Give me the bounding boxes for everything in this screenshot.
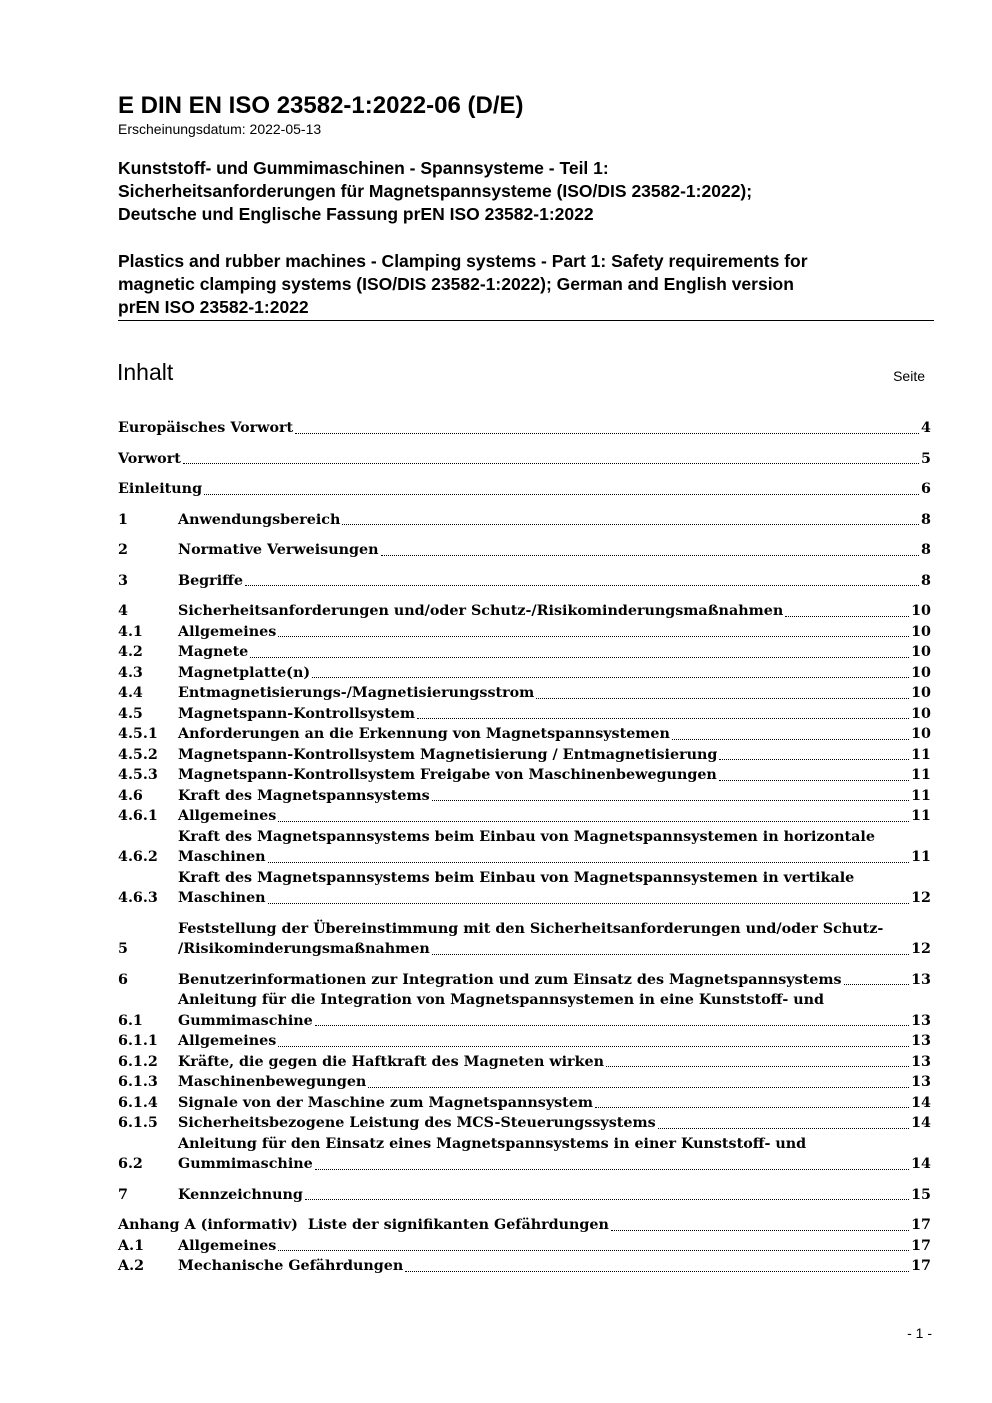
toc-entry-title[interactable]: Allgemeines	[178, 1237, 277, 1254]
toc-entry-page[interactable]: 11	[911, 767, 931, 783]
toc-entry-page[interactable]: 17	[911, 1258, 931, 1274]
toc-entry-page[interactable]: 17	[911, 1217, 931, 1233]
toc-leader-dots	[611, 1230, 909, 1231]
toc-entry-number: 5	[118, 941, 128, 957]
toc-entry[interactable]	[118, 745, 931, 766]
toc-leader-dots	[312, 677, 909, 678]
toc-entry-title[interactable]: Sicherheitsbezogene Leistung des MCS-Steuerungssystems	[178, 1115, 656, 1131]
title-english-line: Plastics and rubber machines - Clamping systems - Part 1: Safety requirements for	[118, 251, 808, 271]
toc-leader-dots	[250, 657, 909, 658]
toc-entry-number: 4.6	[118, 787, 143, 804]
toc-entry[interactable]	[118, 827, 931, 868]
toc-leader-dots	[785, 616, 909, 617]
toc-entry[interactable]	[118, 1093, 931, 1114]
toc-entry-page[interactable]: 14	[911, 1156, 931, 1172]
toc-leader-dots	[278, 821, 909, 822]
toc-entry-page[interactable]: 13	[911, 1033, 931, 1049]
toc-entry-number: 4.1	[118, 623, 143, 640]
toc-entry-page[interactable]: 15	[911, 1186, 931, 1203]
toc-entry-number: 1	[118, 511, 128, 528]
toc-entry-page[interactable]: 8	[921, 572, 931, 589]
toc-entry-title[interactable]: Anforderungen an die Erkennung von Magnetspannsystemen	[178, 726, 670, 742]
toc-entry-title[interactable]: Normative Verweisungen	[178, 542, 379, 558]
toc-entry[interactable]	[118, 765, 931, 786]
toc-entry-page[interactable]: 13	[911, 1053, 931, 1070]
toc-leader-dots	[381, 555, 920, 556]
toc-entry-number: A.2	[118, 1258, 145, 1274]
toc-entry[interactable]	[118, 1185, 931, 1206]
toc-entry-number: 6.1.2	[118, 1053, 158, 1070]
toc-entry-title[interactable]: Feststellung der Übereinstimmung mit den Sicherheitsanforderungen und/oder Schutz-	[178, 920, 884, 937]
toc-entry-title-continued[interactable]: Maschinen	[178, 849, 266, 865]
toc-entry-page[interactable]: 10	[911, 685, 931, 701]
toc-leader-dots	[278, 1046, 909, 1047]
page-number: - 1 -	[907, 1325, 932, 1341]
toc-heading: Inhalt	[117, 359, 174, 385]
title-german-line: Deutsche und Englische Fassung prEN ISO 23582-1:2022	[118, 204, 594, 224]
toc-leader-dots	[719, 780, 909, 781]
toc-entry-title[interactable]: Kraft des Magnetspannsystems beim Einbau von Magnetspannsystemen in horizontale	[178, 828, 875, 845]
toc-entry[interactable]	[118, 919, 931, 960]
publication-date	[118, 121, 321, 137]
toc-entry[interactable]	[118, 868, 931, 909]
toc-entry[interactable]	[118, 449, 931, 470]
toc-leader-dots	[268, 862, 910, 863]
document-id: E DIN EN ISO 23582-1:2022-06 (D/E)	[118, 92, 524, 119]
toc-entry-title-continued[interactable]: Gummimaschine	[178, 1012, 313, 1029]
toc-entry-title[interactable]: Kennzeichnung	[178, 1186, 303, 1203]
toc-entry[interactable]	[118, 970, 931, 991]
toc-entry-page[interactable]: 8	[921, 511, 931, 528]
title-english	[118, 250, 918, 319]
toc-entry-title[interactable]: Europäisches Vorwort	[118, 420, 294, 436]
toc-entry-page[interactable]: 13	[911, 1012, 931, 1029]
toc-entry-number: 6.1.1	[118, 1033, 158, 1049]
toc-leader-dots	[183, 463, 919, 464]
toc-entry-title[interactable]: Magnetplatte(n)	[178, 664, 311, 681]
toc-entry[interactable]	[118, 1113, 931, 1134]
toc-leader-dots	[844, 984, 910, 985]
toc-entry[interactable]	[118, 601, 931, 622]
toc-entry-number: 4.5.1	[118, 726, 158, 742]
toc-leader-dots	[595, 1107, 909, 1108]
toc-entry-number: 4.3	[118, 664, 143, 681]
toc-entry[interactable]	[118, 642, 931, 663]
toc-entry-number: 2	[118, 542, 128, 558]
toc-entry-page[interactable]: 14	[911, 1094, 931, 1111]
publication-date-label: Erscheinungsdatum:	[118, 121, 246, 137]
toc-entry[interactable]	[118, 704, 931, 725]
toc-entry-title[interactable]: Allgemeines	[178, 623, 277, 640]
toc-entry-number: 4.5	[118, 705, 143, 722]
toc-entry-title-continued[interactable]: Gummimaschine	[178, 1156, 313, 1172]
table-of-contents	[118, 418, 931, 1277]
toc-leader-dots	[315, 1025, 909, 1026]
toc-leader-dots	[368, 1087, 909, 1088]
toc-entry-number: 6.1	[118, 1012, 143, 1029]
toc-entry-title[interactable]: Magnetspann-Kontrollsystem Magnetisierung / Entmagnetisierung	[178, 746, 718, 763]
toc-entry-title[interactable]: Mechanische Gefährdungen	[178, 1258, 404, 1274]
toc-leader-dots	[342, 524, 919, 525]
toc-entry-number: 4	[118, 603, 128, 619]
toc-leader-dots	[719, 759, 909, 760]
toc-entry-page[interactable]: 11	[911, 808, 931, 824]
toc-entry-page[interactable]: 10	[911, 705, 931, 722]
toc-entry-number: 6.1.4	[118, 1094, 158, 1111]
toc-entry[interactable]	[118, 786, 931, 807]
toc-leader-dots	[278, 636, 909, 637]
toc-entry-page[interactable]: 12	[911, 941, 931, 957]
toc-entry[interactable]	[118, 1236, 931, 1257]
toc-entry[interactable]	[118, 540, 931, 561]
toc-entry-number: 7	[118, 1186, 128, 1203]
toc-entry-number: 6.2	[118, 1156, 143, 1172]
toc-entry-title[interactable]: Allgemeines	[178, 808, 277, 824]
toc-entry-number: 6.1.5	[118, 1115, 158, 1131]
toc-entry-number: 4.2	[118, 644, 143, 660]
toc-entry-page[interactable]: 13	[911, 1074, 931, 1090]
toc-entry[interactable]	[118, 1031, 931, 1052]
toc-entry-page[interactable]: 11	[911, 787, 931, 804]
toc-entry-page[interactable]: 8	[921, 542, 931, 558]
toc-leader-dots	[305, 1199, 909, 1200]
toc-entry[interactable]	[118, 622, 931, 643]
toc-entry-title[interactable]: Begriffe	[178, 572, 243, 589]
toc-entry[interactable]	[118, 571, 931, 592]
toc-entry[interactable]	[118, 479, 931, 500]
title-german-line: Kunststoff- und Gummimaschinen - Spannsysteme - Teil 1:	[118, 158, 609, 178]
toc-leader-dots	[606, 1066, 909, 1067]
toc-entry-title[interactable]: Einleitung	[118, 481, 203, 497]
toc-leader-dots	[658, 1128, 909, 1129]
toc-entry-title[interactable]: Anwendungsbereich	[178, 511, 341, 528]
toc-entry[interactable]	[118, 724, 931, 745]
title-english-line: prEN ISO 23582-1:2022	[118, 297, 309, 317]
toc-entry-title[interactable]: Anhang A (informativ) Liste der signifikanten Gefährdungen	[118, 1217, 609, 1233]
toc-entry-number: 6	[118, 971, 128, 988]
toc-entry[interactable]	[118, 418, 931, 439]
toc-entry-number: 4.5.3	[118, 767, 158, 783]
toc-entry-page[interactable]: 10	[911, 644, 931, 660]
toc-entry-number: 4.6.3	[118, 890, 158, 906]
toc-entry-page[interactable]: 10	[911, 623, 931, 640]
toc-entry-title[interactable]: Signale von der Maschine zum Magnetspannsystem	[178, 1094, 594, 1111]
toc-entry-title[interactable]: Entmagnetisierungs-/Magnetisierungsstrom	[178, 685, 535, 701]
toc-entry-number: A.1	[118, 1237, 145, 1254]
toc-leader-dots	[295, 433, 919, 434]
toc-entry-title[interactable]: Magnete	[178, 644, 249, 660]
toc-entry-title[interactable]: Maschinenbewegungen	[178, 1074, 367, 1090]
toc-entry[interactable]	[118, 1072, 931, 1093]
toc-leader-dots	[245, 585, 919, 586]
toc-entry-page[interactable]: 13	[911, 971, 931, 988]
toc-entry[interactable]	[118, 1256, 931, 1277]
toc-entry[interactable]	[118, 683, 931, 704]
toc-entry-title[interactable]: Kraft des Magnetspannsystems	[178, 787, 430, 804]
toc-leader-dots	[417, 718, 909, 719]
toc-leader-dots	[315, 1169, 909, 1170]
toc-entry[interactable]	[118, 990, 931, 1031]
toc-leader-dots	[405, 1271, 909, 1272]
toc-entry-title[interactable]: Kraft des Magnetspannsystems beim Einbau von Magnetspannsystemen in vertikale	[178, 869, 855, 886]
toc-leader-dots	[268, 903, 910, 904]
toc-entry-page[interactable]: 12	[911, 890, 931, 906]
toc-entry-page[interactable]: 5	[921, 450, 931, 467]
toc-entry-number: 4.6.1	[118, 808, 158, 824]
toc-entry[interactable]	[118, 1052, 931, 1073]
title-german-line: Sicherheitsanforderungen für Magnetspannsysteme (ISO/DIS 23582-1:2022);	[118, 181, 753, 201]
toc-entry[interactable]	[118, 663, 931, 684]
toc-entry-page[interactable]: 17	[911, 1237, 931, 1254]
title-english-line: magnetic clamping systems (ISO/DIS 23582-1:2022); German and English version	[118, 274, 794, 294]
toc-page-column-label: Seite	[893, 368, 925, 384]
toc-entry-number: 4.5.2	[118, 746, 158, 763]
toc-leader-dots	[536, 698, 909, 699]
toc-entry-title[interactable]: Anleitung für den Einsatz eines Magnetspannsystems in einer Kunststoff- und	[178, 1135, 807, 1152]
toc-entry-page[interactable]: 10	[911, 726, 931, 742]
toc-entry-title[interactable]: Anleitung für die Integration von Magnetspannsystemen in eine Kunststoff- und	[178, 992, 825, 1008]
toc-entry-page[interactable]: 10	[911, 603, 931, 619]
toc-entry-number: 4.4	[118, 685, 143, 701]
toc-entry-title-continued[interactable]: /Risikominderungsmaßnahmen	[178, 941, 430, 957]
toc-entry-page[interactable]: 11	[911, 849, 931, 865]
toc-entry-page[interactable]: 4	[921, 420, 931, 436]
toc-entry[interactable]	[118, 1134, 931, 1175]
toc-leader-dots	[672, 739, 909, 740]
toc-leader-dots	[432, 954, 909, 955]
toc-entry-number: 6.1.3	[118, 1074, 158, 1090]
toc-entry-number: 3	[118, 572, 128, 589]
header-divider	[118, 320, 934, 321]
toc-entry-title[interactable]: Sicherheitsanforderungen und/oder Schutz-/Risikominderungsmaßnahmen	[178, 603, 784, 619]
toc-entry-page[interactable]: 6	[921, 481, 931, 497]
toc-leader-dots	[278, 1250, 909, 1251]
toc-entry[interactable]	[118, 510, 931, 531]
toc-entry-page[interactable]: 11	[911, 746, 931, 763]
title-german	[118, 157, 918, 226]
toc-entry-title-continued[interactable]: Maschinen	[178, 890, 266, 906]
toc-entry[interactable]	[118, 1215, 931, 1236]
publication-date-value: 2022-05-13	[249, 121, 322, 137]
toc-entry-title[interactable]: Vorwort	[118, 450, 181, 467]
toc-entry-title[interactable]: Allgemeines	[178, 1033, 277, 1049]
toc-entry[interactable]	[118, 806, 931, 827]
toc-entry-title[interactable]: Kräfte, die gegen die Haftkraft des Magneten wirken	[178, 1053, 604, 1070]
toc-leader-dots	[204, 494, 919, 495]
toc-entry-title[interactable]: Magnetspann-Kontrollsystem Freigabe von Maschinenbewegungen	[178, 767, 717, 783]
toc-entry-page[interactable]: 14	[911, 1115, 931, 1131]
toc-entry-title[interactable]: Magnetspann-Kontrollsystem	[178, 705, 416, 722]
toc-entry-page[interactable]: 10	[911, 664, 931, 681]
toc-entry-number: 4.6.2	[118, 849, 158, 865]
toc-leader-dots	[432, 800, 909, 801]
toc-entry-title[interactable]: Benutzerinformationen zur Integration und zum Einsatz des Magnetspannsystems	[178, 971, 842, 988]
